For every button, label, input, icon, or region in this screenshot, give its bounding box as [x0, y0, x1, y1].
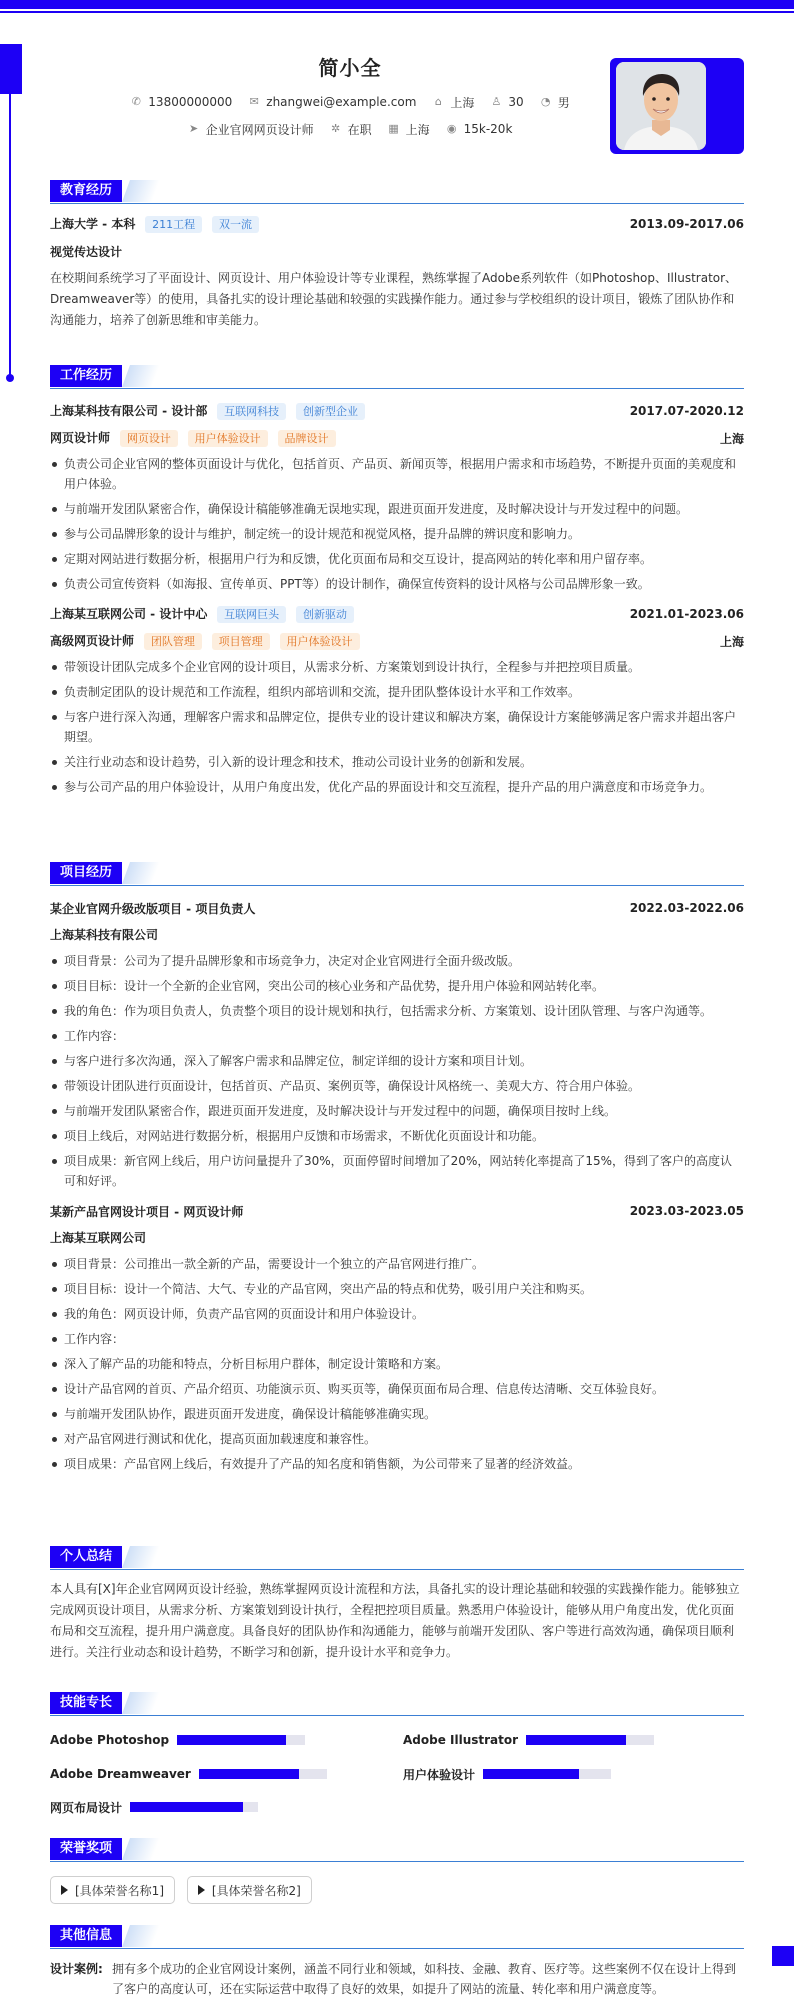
tag: 211工程 [145, 216, 202, 233]
education-date: 2013.09-2017.06 [629, 217, 744, 231]
list-item: 与客户进行深入沟通，理解客户需求和品牌定位，提供专业的设计建议和解决方案，确保设计方案能够满足客户需求并超出客户期望。 [50, 707, 744, 747]
list-item: 负责制定团队的设计规范和工作流程，组织内部培训和交流，提升团队整体设计水平和工作效率。 [50, 682, 744, 702]
gender-info: ◔ 男 [540, 95, 570, 110]
section-title: 工作经历 [50, 365, 122, 387]
skill-item [403, 1766, 611, 1782]
status-info: ✲ 在职 [330, 122, 372, 137]
list-item: 参与公司品牌形象的设计与维护，制定统一的设计规范和视觉风格，提升品牌的辨识度和影响力。 [50, 524, 744, 544]
skills-list [50, 1716, 744, 1816]
projects-section [50, 862, 744, 1479]
tag: 创新驱动 [296, 606, 354, 623]
job-date: 2021.01-2023.06 [629, 607, 744, 621]
skill-bar [199, 1769, 327, 1779]
tag: 品牌设计 [278, 430, 336, 447]
award-item: [具体荣誉名称1] [50, 1876, 175, 1904]
list-item: 项目背景：公司推出一款全新的产品，需要设计一个独立的产品官网进行推广。 [50, 1254, 744, 1274]
side-accent-block [0, 44, 22, 94]
side-accent-dot [6, 374, 14, 382]
list-item: 项目目标：设计一个简洁、大气、专业的产品官网，突出产品的特点和优势，吸引用户关注和购买。 [50, 1279, 744, 1299]
skill-bar [177, 1735, 305, 1745]
project-name: 某新产品官网设计项目 - 网页设计师 [50, 1204, 244, 1219]
list-item: 我的角色：网页设计师，负责产品官网的页面设计和用户体验设计。 [50, 1304, 744, 1324]
top-accent-bar [0, 0, 794, 9]
skills-section [50, 1692, 744, 1816]
section-title-decoration [122, 365, 160, 387]
list-item: 带领设计团队进行页面设计，包括首页、产品页、案例页等，确保设计风格统一、美观大方、符合用户体验。 [50, 1076, 744, 1096]
awards-section-header [50, 1838, 744, 1862]
job-duties [50, 454, 744, 594]
project-details [50, 1254, 744, 1474]
play-icon [61, 1885, 68, 1895]
tag: 互联网巨头 [217, 606, 286, 623]
skill-name: 用户体验设计 [403, 1767, 476, 1782]
project-company: 上海某科技有限公司 [50, 928, 159, 942]
project-company: 上海某互联网公司 [50, 1231, 147, 1245]
list-item: 深入了解产品的功能和特点，分析目标用户群体，制定设计策略和方案。 [50, 1354, 744, 1374]
list-item: 参与公司产品的用户体验设计，从用户角度出发，优化产品的界面设计和交互流程，提升产品的用户满意度和市场竞争力。 [50, 777, 744, 797]
job-city: 上海 [719, 634, 744, 649]
projects-section-header [50, 862, 744, 886]
skill-item [403, 1732, 654, 1748]
section-title-decoration [122, 1838, 160, 1860]
skill-name: Adobe Illustrator [403, 1733, 519, 1747]
list-item: 我的角色：作为项目负责人，负责整个项目的设计规划和执行，包括需求分析、方案策划、设计团队管理、与客户沟通等。 [50, 1001, 744, 1021]
tag: 互联网科技 [217, 403, 286, 420]
education-row [50, 214, 744, 234]
age-info: ♙ 30 [491, 95, 524, 109]
project-date: 2022.03-2022.06 [629, 901, 744, 915]
list-item: 对产品官网进行测试和优化，提高页面加载速度和兼容性。 [50, 1429, 744, 1449]
section-title: 其他信息 [50, 1925, 122, 1947]
project-date: 2023.03-2023.05 [629, 1204, 744, 1218]
skill-bar-fill [130, 1802, 243, 1812]
side-accent-line [9, 94, 11, 377]
project-name: 某企业官网升级改版项目 - 项目负责人 [50, 901, 256, 916]
section-title: 教育经历 [50, 180, 122, 202]
list-item: 与前端开发团队紧密合作，跟进页面开发进度，及时解决设计与开发过程中的问题，确保项目按时上线。 [50, 1101, 744, 1121]
job-entry [50, 401, 744, 594]
other-text: 拥有多个成功的企业官网设计案例，涵盖不同行业和领域，如科技、金融、教育、医疗等。这些案例不仅在设计上得到了客户的高度认可，还在实际运营中取得了良好的效果，如提升了网站的流量、转化率和用户满意度等。 [112, 1962, 737, 1996]
avatar [616, 62, 706, 150]
major: 视觉传达设计 [50, 245, 123, 259]
section-title: 荣誉奖项 [50, 1838, 122, 1860]
skill-name: Adobe Photoshop [50, 1733, 170, 1747]
award-item: [具体荣誉名称2] [187, 1876, 312, 1904]
school-block [50, 215, 259, 233]
section-title: 技能专长 [50, 1692, 122, 1714]
skill-item [50, 1732, 305, 1748]
email-info: ✉ zhangwei@example.com [249, 95, 417, 109]
top-accent-line [0, 11, 794, 13]
avatar-frame [610, 58, 744, 154]
job-company-row [50, 604, 744, 624]
section-title-decoration [122, 862, 160, 884]
list-item: 设计产品官网的首页、产品介绍页、功能演示页、购买页等，确保页面布局合理、信息传达清晰、交互体验良好。 [50, 1379, 744, 1399]
list-item: 与前端开发团队紧密合作，确保设计稿能够准确无误地实现，跟进页面开发进度，及时解决设计与开发过程中的问题。 [50, 499, 744, 519]
tag: 网页设计 [120, 430, 178, 447]
job-intent-row [50, 120, 650, 138]
list-item: 项目上线后，对网站进行数据分析，根据用户反馈和市场需求，不断优化页面设计和功能。 [50, 1126, 744, 1146]
job-entry [50, 604, 744, 797]
tag: 团队管理 [144, 633, 202, 650]
skill-name: 网页布局设计 [50, 1800, 123, 1815]
gender-icon: ◔ [540, 95, 551, 108]
job-title-info: ➤ 企业官网网页设计师 [188, 122, 314, 137]
education-description: 在校期间系统学习了平面设计、网页设计、用户体验设计等专业课程，熟练掌握了Adobe系列软件（如Photoshop、Illustrator、Dreamweaver等）的使用，具备扎实的设计理论基础和较强的实践操作能力。通过参与学校组织的设计项目，锻炼了团队协作和沟通能力，培养了创新思维和审美能力。 [50, 271, 738, 327]
section-title-decoration [122, 1546, 160, 1568]
project-details [50, 951, 744, 1191]
section-title-decoration [122, 180, 160, 202]
skill-bar [483, 1769, 611, 1779]
list-item: 与前端开发团队协作，跟进页面开发进度，确保设计稿能够准确实现。 [50, 1404, 744, 1424]
job-company-row [50, 401, 744, 421]
home-icon: ⌂ [434, 95, 442, 108]
job-role-row [50, 631, 744, 651]
avatar-portrait-icon [616, 62, 706, 150]
school-name: 上海大学 - 本科 [50, 217, 136, 231]
list-item: 项目成果：新官网上线后，用户访问量提升了30%，页面停留时间增加了20%，网站转化率提高了15%，得到了客户的高度认可和好评。 [50, 1151, 744, 1191]
job-duties [50, 657, 744, 797]
list-item: 项目目标：设计一个全新的企业官网，突出公司的核心业务和产品优势，提升用户体验和网站转化率。 [50, 976, 744, 996]
project-entry [50, 1201, 744, 1474]
list-item: 项目成果：产品官网上线后，有效提升了产品的知名度和销售额，为公司带来了显著的经济效益。 [50, 1454, 744, 1474]
awards-list [50, 1876, 744, 1904]
other-label: 设计案例: [50, 1962, 103, 1976]
skill-item [50, 1766, 327, 1782]
corner-accent-block [772, 1946, 794, 1966]
list-item: 工作内容： [50, 1329, 744, 1349]
tag: 创新型企业 [296, 403, 365, 420]
section-title: 个人总结 [50, 1546, 122, 1568]
city-info: ⌂ 上海 [432, 94, 474, 111]
company-name: 上海某科技有限公司 - 设计部 [50, 404, 208, 418]
skill-item [50, 1799, 258, 1815]
work-section-header [50, 365, 744, 389]
building-icon: ▦ [388, 122, 399, 135]
other-info-row [50, 1959, 744, 1999]
skills-section-header [50, 1692, 744, 1716]
summary-section-header [50, 1546, 744, 1570]
tag: 用户体验设计 [188, 430, 268, 447]
candidate-name: 简小全 [318, 56, 382, 80]
section-title-decoration [122, 1925, 160, 1947]
tag: 项目管理 [212, 633, 270, 650]
tag: 用户体验设计 [280, 633, 360, 650]
project-name-row [50, 1201, 744, 1221]
list-item: 与客户进行多次沟通，深入了解客户需求和品牌定位，制定详细的设计方案和项目计划。 [50, 1051, 744, 1071]
skill-bar-fill [526, 1735, 626, 1745]
list-item: 工作内容： [50, 1026, 744, 1046]
mail-icon: ✉ [249, 95, 259, 108]
job-city: 上海 [719, 431, 744, 446]
job-date: 2017.07-2020.12 [629, 404, 744, 418]
job-role-row [50, 428, 744, 448]
section-title: 项目经历 [50, 862, 122, 884]
skill-bar-fill [199, 1769, 299, 1779]
send-icon: ➤ [188, 122, 199, 135]
play-icon [198, 1885, 205, 1895]
education-section [50, 180, 744, 331]
contact-row [50, 93, 650, 111]
awards-section [50, 1838, 744, 1904]
person-icon: ♙ [491, 95, 502, 108]
work-city-info: ▦ 上海 [388, 122, 430, 137]
project-entry [50, 898, 744, 1191]
job-role: 网页设计师 [50, 431, 111, 445]
summary-section [50, 1546, 744, 1663]
gear-icon: ✲ [330, 122, 341, 135]
resume-header [50, 52, 650, 138]
skill-bar [130, 1802, 258, 1812]
list-item: 负责公司宣传资料（如海报、宣传单页、PPT等）的设计制作，确保宣传资料的设计风格与公司品牌形象一致。 [50, 574, 744, 594]
salary-info: ◉ 15k-20k [446, 122, 513, 136]
list-item: 定期对网站进行数据分析，根据用户行为和反馈，优化页面布局和交互设计，提高网站的转化率和用户留存率。 [50, 549, 744, 569]
section-title-decoration [122, 1692, 160, 1714]
company-name: 上海某互联网公司 - 设计中心 [50, 607, 208, 621]
job-role: 高级网页设计师 [50, 634, 135, 648]
list-item: 项目背景：公司为了提升品牌形象和市场竞争力，决定对企业官网进行全面升级改版。 [50, 951, 744, 971]
project-name-row [50, 898, 744, 918]
work-section [50, 365, 744, 802]
skill-name: Adobe Dreamweaver [50, 1767, 191, 1781]
other-section-header [50, 1925, 744, 1949]
list-item: 关注行业动态和设计趋势，引入新的设计理念和技术，推动公司设计业务的创新和发展。 [50, 752, 744, 772]
phone-icon: ✆ [131, 95, 141, 108]
phone-info: ✆ 13800000000 [131, 95, 233, 109]
skill-bar-fill [177, 1735, 286, 1745]
coin-icon: ◉ [446, 122, 457, 135]
summary-text: 本人具有[X]年企业官网网页设计经验，熟练掌握网页设计流程和方法，具备扎实的设计理论基础和较强的实践操作能力。能够独立完成网页设计项目，从需求分析、方案策划到设计执行，全程把控项目质量。熟悉用户体验设计，能够从用户角度出发，优化页面布局和交互流程，提升用户满意度。具备良好的团队协作和沟通能力，能够与前端开发团队、客户等进行高效沟通，确保项目顺利进行。关注行业动态和设计趋势，不断学习和创新，提升设计水平和竞争力。 [50, 1582, 740, 1659]
other-section [50, 1925, 744, 1999]
skill-bar-fill [483, 1769, 579, 1779]
tag: 双一流 [212, 216, 259, 233]
list-item: 带领设计团队完成多个企业官网的设计项目，从需求分析、方案策划到设计执行，全程参与并把控项目质量。 [50, 657, 744, 677]
skill-bar [526, 1735, 654, 1745]
list-item: 负责公司企业官网的整体页面设计与优化，包括首页、产品页、新闻页等，根据用户需求和市场趋势，不断提升页面的美观度和用户体验。 [50, 454, 744, 494]
education-section-header [50, 180, 744, 204]
